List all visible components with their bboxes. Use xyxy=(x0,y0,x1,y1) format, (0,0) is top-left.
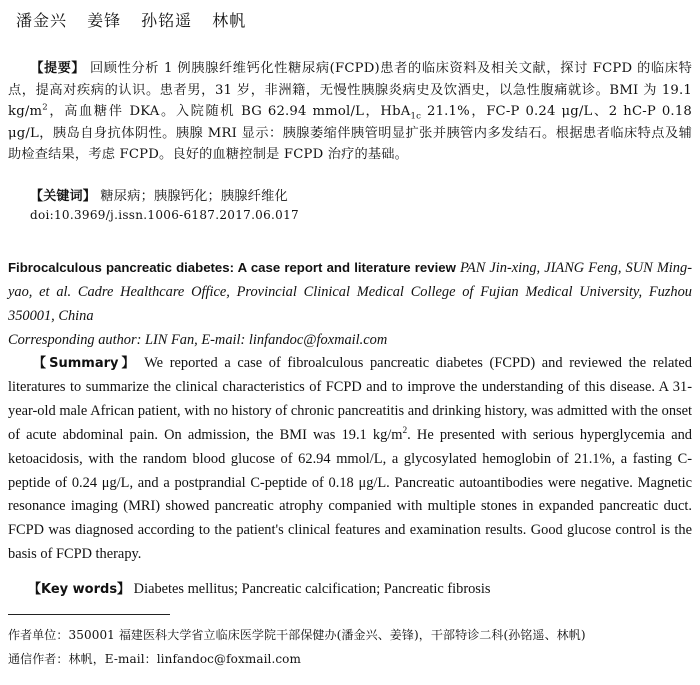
english-authors-affiliation: PAN Jin-xing, JIANG Feng, SUN Ming-yao, et al. Cadre Healthcare Office, Provincial Clinical Medical College of Fujian Medical University, Fuzhou 350001, China xyxy=(8,260,692,324)
summary-text-1: We reported a case of fibroalculous pancreatic diabetes (FCPD) and reviewed the related literatures to summarize the clinical characteristics of FCPD and to improve the understanding of this disease. A 31-year-old male African patient, with no history of chronic pancreatitis and drinking history, was admitted with the onset of acute abdominal pain. On admission, the BMI was 19.1 kg/m xyxy=(8,355,692,443)
footnote-correspondence: 通信作者：林帆，E-mail：linfandoc@foxmail.com xyxy=(8,652,301,666)
summary-label: 【Summary】 xyxy=(30,356,138,371)
doi: doi:10.3969/j.issn.1006-6187.2017.06.017 xyxy=(30,208,299,222)
summary-sup: 2 xyxy=(402,425,408,436)
abstract-zh-sub: 1c xyxy=(410,111,422,122)
english-corresponding: Corresponding author: LIN Fan, E-mail: linfandoc@foxmail.com xyxy=(8,331,388,348)
abstract-zh xyxy=(8,58,692,166)
keywords-zh-text: 糖尿病；胰腺钙化；胰腺纤维化 xyxy=(100,189,288,204)
abstract-zh-text-2: ，高血糖伴 DKA。入院随机 BG 62.94 mmol/L，HbA xyxy=(47,104,411,119)
abstract-zh-text-3: 21.1%，FC-P 0.24 μg/L、2 hC-P 0.18 μg/L，胰岛自身抗体阴性。胰腺 MRI 显示：胰腺萎缩伴胰管明显扩张并胰管内多发结石。根据患者临床特点及辅助检查结果，考虑 FCPD。良好的血糖控制是 FCPD 治疗的基础。 xyxy=(8,104,693,162)
keywords-zh-label: 【关键词】 xyxy=(30,189,97,204)
english-title: Fibrocalculous pancreatic diabetes: A case report and literature review xyxy=(8,260,456,275)
keywords-en-text: Diabetes mellitus; Pancreatic calcification; Pancreatic fibrosis xyxy=(133,581,491,597)
english-keywords xyxy=(28,578,491,602)
footnote-affiliation: 作者单位：350001 福建医科大学省立临床医学院干部保健办(潘金兴、姜锋)，干部特诊二科(孙铭遥、林帆) xyxy=(8,628,586,642)
keywords-en-label: 【Key words】 xyxy=(28,582,131,597)
abstract-zh-text-1: 回顾性分析 1 例胰腺纤维钙化性糖尿病(FCPD)患者的临床资料及相关文献，探讨 FCPD 的临床特点，提高对疾病的认识。患者男，31 岁，非洲籍，无慢性胰腺炎病史及饮酒史，以急性腹痛就诊。BMI 为 19.1 kg/m xyxy=(8,61,692,119)
footnote-divider xyxy=(8,614,170,615)
keywords-zh xyxy=(30,186,690,208)
english-header xyxy=(8,256,692,353)
abstract-zh-sup: 2 xyxy=(42,102,48,113)
english-summary xyxy=(8,352,692,567)
summary-text-2: . He presented with serious hyperglycemia and ketoacidosis, with the random blood glucose of 62.94 mmol/L, a glycosylated hemoglobin of 21.1%, a fasting C-peptide of 0.24 μg/L, and a postprandial C-peptide of 0.18 μg/L. Pancreatic autoantibodies were negative. Magnetic resonance imaging (MRI) showed pancreatic atrophy companied with multiple stones in expanded pancreatic duct. FCPD was diagnosed according to the patient's clinical features and examination results. Good glucose control is the basis of FCPD therapy. xyxy=(8,426,693,563)
abstract-zh-label: 【提要】 xyxy=(30,61,86,76)
authors-zh: 潘金兴 姜锋 孙铭遥 林帆 xyxy=(16,11,247,30)
